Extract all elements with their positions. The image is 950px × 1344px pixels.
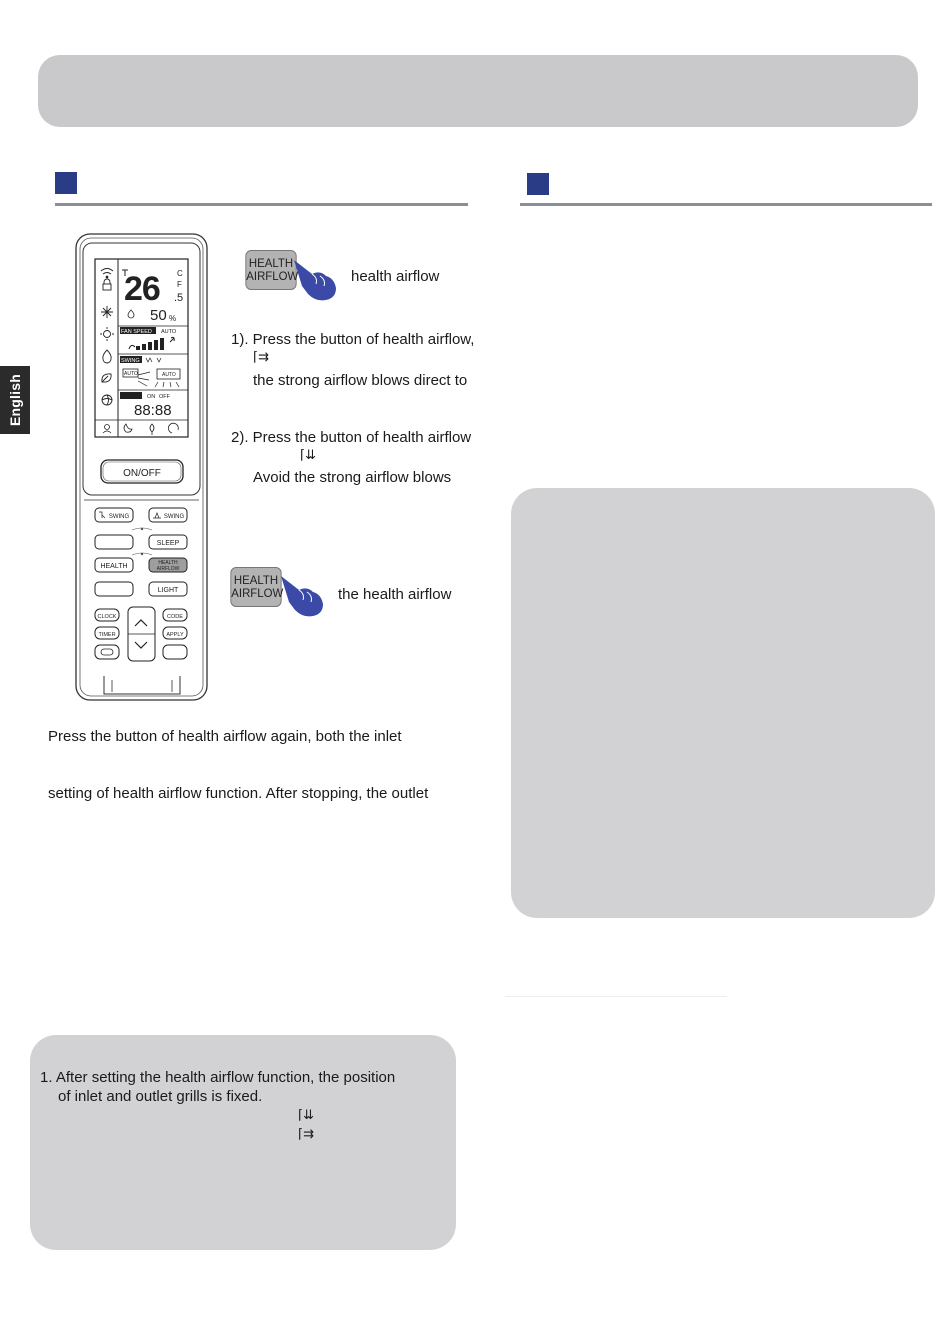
display-timer-on: ON	[147, 394, 156, 400]
health-airflow-button-icon-line2: AIRFLOW	[246, 269, 299, 283]
remote-control-illustration	[74, 232, 210, 704]
left-section-marker	[55, 172, 77, 194]
display-humidity: 50	[150, 307, 167, 324]
swing-left-button[interactable]: SWING	[108, 514, 130, 520]
health-airflow-button-icon-line2: AIRFLOW	[231, 586, 284, 600]
display-swing-label: SWING	[121, 358, 140, 364]
swing-right-button[interactable]: SWING	[163, 514, 185, 520]
health-airflow-button-icon-bottom	[230, 567, 284, 607]
health-airflow-button-icon-line1: HEALTH	[248, 256, 294, 270]
strong-airflow-icon: ⌈⇉	[298, 1126, 314, 1141]
press-caption-top: health airflow	[351, 268, 440, 285]
avoid-airflow-icon: ⌈⇊	[298, 1107, 314, 1122]
language-tab[interactable]	[0, 366, 30, 434]
display-unit-c: C	[177, 269, 183, 278]
left-section-rule	[55, 203, 468, 206]
note-line1: 1. After setting the health airflow function, the position	[40, 1069, 396, 1086]
display-swing-auto-right: AUTO	[162, 372, 176, 378]
health-airflow-button-icon-top	[245, 250, 299, 290]
health-airflow-button-icon-line1: HEALTH	[233, 573, 279, 587]
language-tab-label: English	[7, 374, 23, 426]
clock-button[interactable]: CLOCK	[97, 614, 117, 620]
note-line2: of inlet and outlet grills is fixed.	[58, 1088, 263, 1105]
step2-line2: Avoid the strong airflow blows	[253, 469, 452, 486]
pressing-hand-icon	[290, 256, 340, 302]
health-airflow-button-line2[interactable]: AIRFLOW	[156, 566, 180, 572]
health-button[interactable]: HEALTH	[100, 563, 128, 570]
display-timer-off: OFF	[159, 394, 170, 400]
right-section-marker	[527, 173, 549, 195]
display-temperature: 26	[124, 270, 160, 308]
step1-line2: the strong airflow blows direct to	[253, 372, 468, 389]
avoid-airflow-icon: ⌈⇊	[300, 447, 316, 462]
display-fan-auto-label: AUTO	[161, 329, 177, 335]
note-box	[30, 1035, 456, 1250]
display-humidity-unit: %	[169, 314, 177, 323]
press-caption-bottom: the health airflow	[338, 586, 452, 603]
right-info-panel	[511, 488, 935, 918]
display-clock: 88:88	[134, 402, 172, 419]
sleep-button[interactable]: SLEEP	[156, 540, 180, 547]
light-button[interactable]: LIGHT	[157, 587, 179, 594]
right-section-rule	[520, 203, 932, 206]
body-text-line2: setting of health airflow function. After stopping, the outlet	[48, 785, 429, 802]
display-fan-speed-label: FAN SPEED	[121, 329, 152, 335]
faint-divider	[505, 996, 727, 997]
display-unit-f: F	[177, 280, 182, 289]
health-airflow-button-line1[interactable]: HEALTH	[158, 560, 178, 566]
timer-button[interactable]: TIMER	[98, 632, 116, 638]
strong-airflow-icon: ⌈⇉	[253, 349, 269, 364]
step1-line1: 1). Press the button of health airflow,	[231, 331, 475, 348]
pressing-hand-icon	[277, 572, 327, 618]
header-bar	[38, 55, 918, 127]
apply-button[interactable]: APPLY	[166, 632, 184, 638]
code-button[interactable]: CODE	[167, 614, 183, 620]
body-text-line1: Press the button of health airflow again, both the inlet	[48, 728, 402, 745]
display-swing-auto-left: AUTO	[124, 371, 138, 377]
on-off-button[interactable]: ON/OFF	[123, 468, 161, 479]
step2-line1: 2). Press the button of health airflow	[231, 429, 472, 446]
display-temperature-decimal: .5	[174, 292, 184, 304]
